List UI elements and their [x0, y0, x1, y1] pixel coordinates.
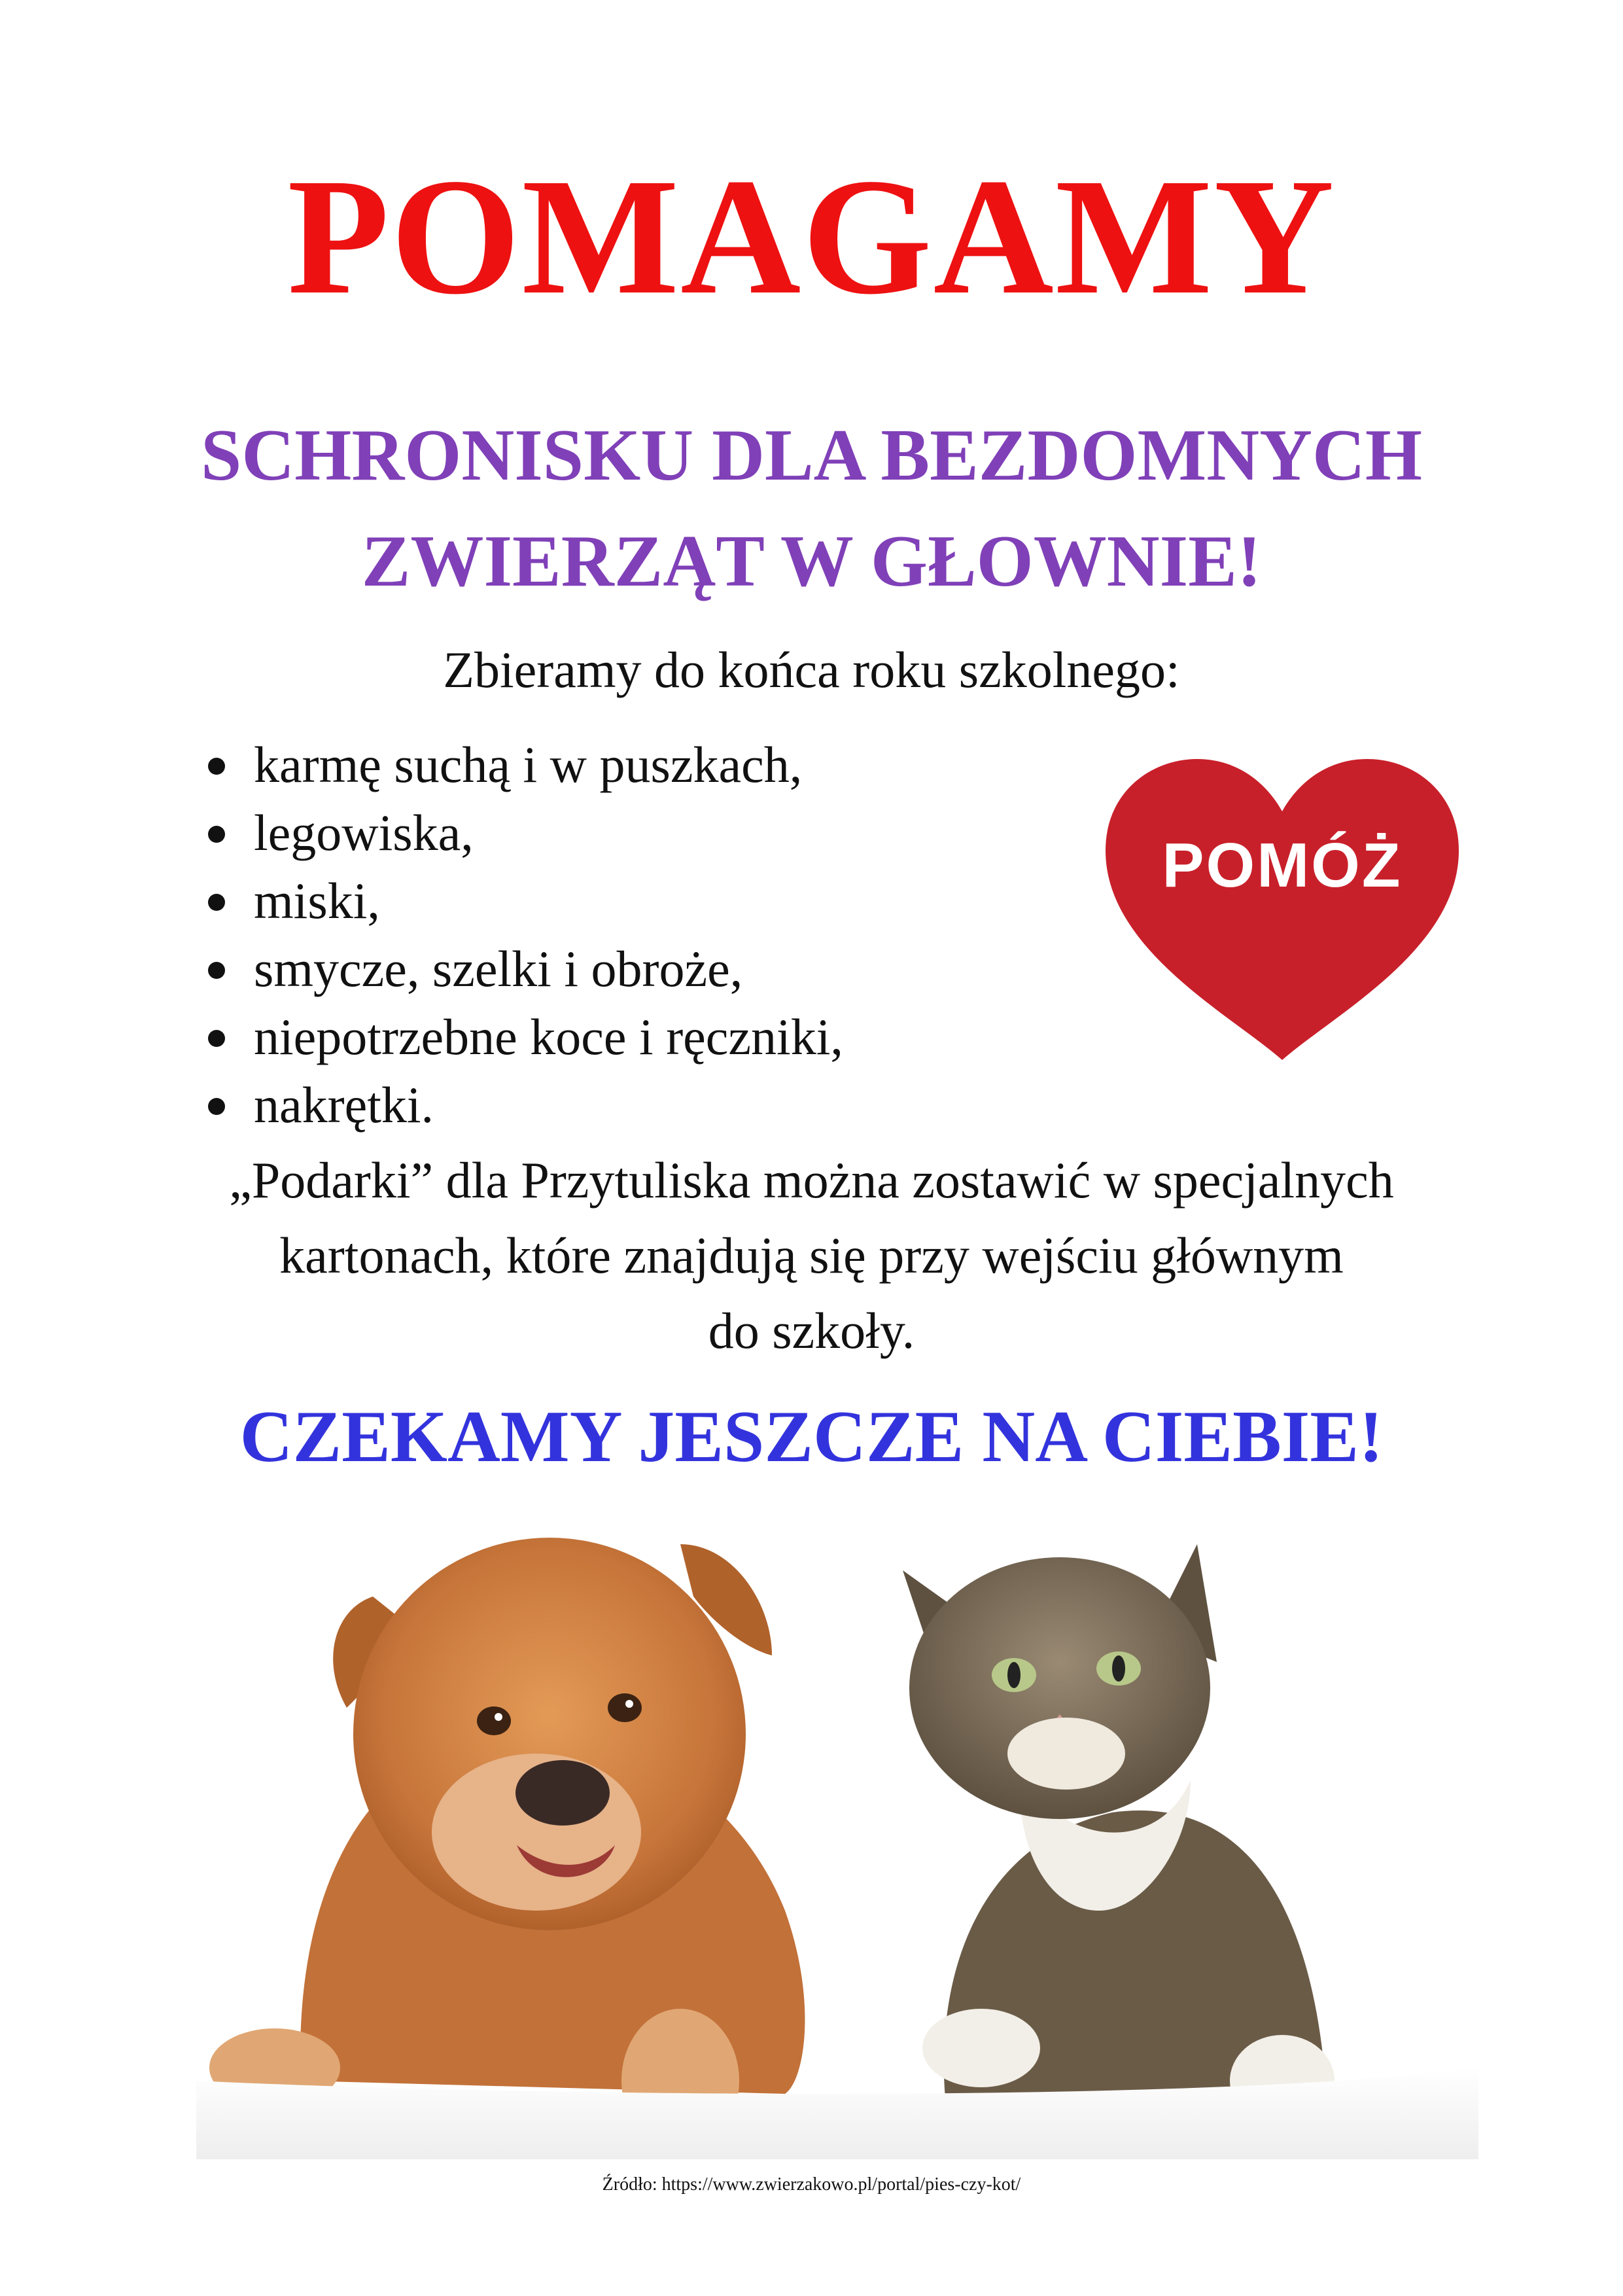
bullet-icon [208, 1030, 225, 1047]
list-item-text: niepotrzebne koce i ręczniki, [254, 1008, 843, 1065]
bullet-icon [208, 1098, 225, 1115]
list-item-text: karmę suchą i w puszkach, [254, 736, 803, 793]
dropoff-line-1: „Podarki” dla Przytuliska można zostawić w specjalnych [229, 1152, 1394, 1209]
list-item-text: miski, [254, 872, 380, 929]
poster-title: POMAGAMY [287, 145, 1336, 329]
list-item [196, 736, 843, 807]
list-item-text: nakrętki. [254, 1076, 434, 1133]
list-item [196, 1076, 843, 1148]
dog-and-cat-photo [196, 1505, 1478, 2159]
dropoff-line-2: kartonach, które znajdują się przy wejściu głównym [279, 1227, 1344, 1284]
subtitle-line-2: ZWIERZĄT W GŁOWNIE! [361, 521, 1262, 602]
heart-icon [1099, 752, 1465, 1067]
subtitle-line-1: SCHRONISKU DLA BEZDOMNYCH [201, 415, 1422, 496]
bullet-icon [208, 962, 225, 979]
bullet-icon [208, 894, 225, 911]
heart-label: POMÓŻ [1162, 830, 1403, 900]
list-item [196, 1008, 843, 1080]
bullet-icon [208, 758, 225, 775]
collection-intro: Zbieramy do końca roku szkolnego: [443, 641, 1180, 698]
list-item-text: legowiska, [254, 804, 474, 861]
list-item-text: smycze, szelki i obroże, [254, 940, 743, 997]
list-item [196, 940, 843, 1012]
dog [209, 1538, 805, 2153]
source-credit: Źródło: https://www.zwierzakowo.pl/portal/pies-czy-kot/ [602, 2174, 1021, 2195]
list-item [196, 872, 843, 944]
dropoff-line-3: do szkoły. [708, 1302, 915, 1359]
donation-items-list [196, 736, 843, 1148]
call-to-action: CZEKAMY JESZCZE NA CIEBIE! [239, 1396, 1384, 1477]
cat [903, 1544, 1335, 2127]
heart-shape [1106, 759, 1459, 1060]
list-item [196, 804, 843, 875]
bullet-icon [208, 826, 225, 843]
